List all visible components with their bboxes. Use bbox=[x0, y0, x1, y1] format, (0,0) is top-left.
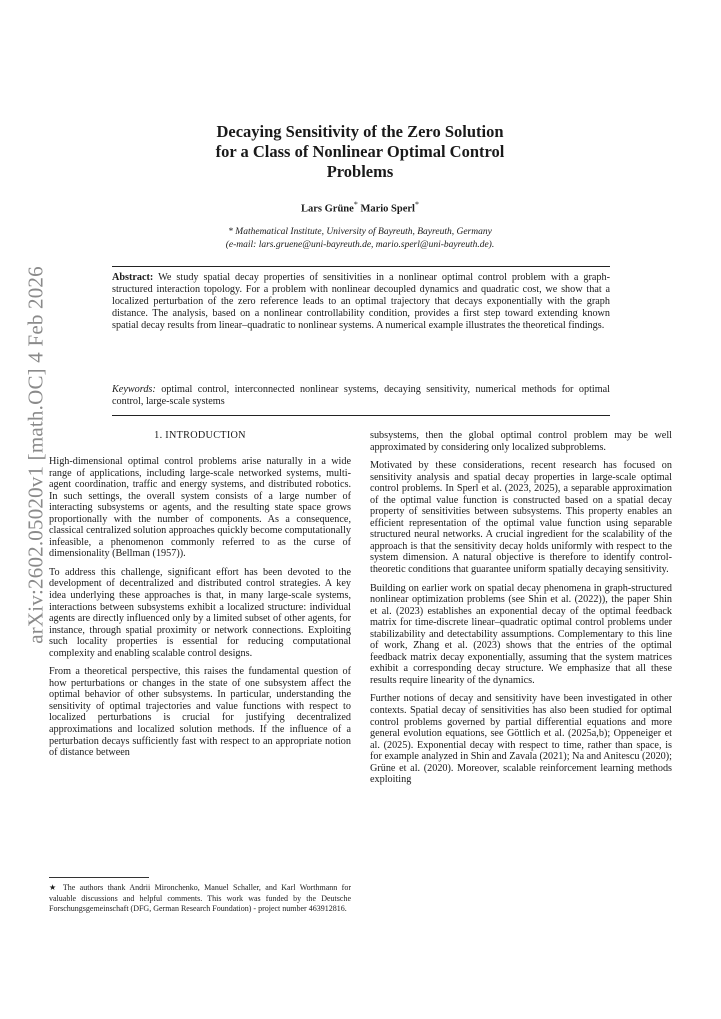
title-line: Decaying Sensitivity of the Zero Solution bbox=[216, 122, 504, 141]
author-list bbox=[150, 200, 570, 215]
paragraph: High-dimensional optimal control problems arise naturally in a wide range of applications, including large-scale networked systems, multi-agent coordination, traffic and energy systems, and distributed robotics. In such settings, the overall system consists of a large number of interacting subsystems or agents, and the resulting state space grows proportionally with the number of components. As a consequence, classical centralized solution approaches quickly become computationally infeasible, a phenomenon commonly referred to as the curse of dimensionality (Bellman (1957)). bbox=[49, 456, 351, 560]
abstract-top-rule bbox=[112, 266, 610, 267]
title-line: for a Class of Nonlinear Optimal Control bbox=[215, 142, 505, 161]
left-column bbox=[49, 456, 351, 766]
arxiv-id-text: arXiv:2602.05020v1 [math.OC] 4 Feb 2026 bbox=[23, 266, 48, 644]
affiliation-mark: * bbox=[353, 200, 358, 209]
affiliation-mark: * bbox=[414, 200, 419, 209]
footnote bbox=[49, 883, 351, 915]
footnote-text: The authors thank Andrii Mironchenko, Manuel Schaller, and Karl Worthmann for valuable discussions and helpful comments. This work was funded by the Deutsche Forschungsgemeinschaft (DFG, German Research Foundation) - project number 463912816. bbox=[49, 883, 352, 913]
abstract bbox=[112, 272, 610, 332]
paragraph: From a theoretical perspective, this raises the fundamental question of how perturbations or changes in the state of one subsystem affect the optimal behavior of other subsystems. In particular, understanding the sensitivity of optimal trajectories and value functions with respect to localized perturbations is crucial for justifying decentralized approximations and localized solution methods. If the influence of a perturbation decays sufficiently fast with respect to an appropriate notion of distance between bbox=[49, 666, 351, 759]
right-column bbox=[370, 430, 672, 793]
affiliation bbox=[130, 226, 590, 252]
author-name: Lars Grüne bbox=[301, 203, 354, 215]
section-heading: 1. INTRODUCTION bbox=[154, 430, 246, 441]
affiliation-line: * Mathematical Institute, University of Bayreuth, Bayreuth, Germany bbox=[228, 227, 492, 237]
affiliation-email: (e-mail: lars.gruene@uni-bayreuth.de, mario.sperl@uni-bayreuth.de). bbox=[225, 240, 495, 250]
keywords bbox=[112, 384, 610, 408]
paper-title bbox=[150, 122, 570, 182]
paragraph: Building on earlier work on spatial decay phenomena in graph-structured nonlinear optimization problems (see Shin et al. (2022)), the paper Shin et al. (2023) establishes an exponential decay of the optimal feedback matrix for time-discrete linear–quadratic optimal control problems under stabilizability and detectability assumptions. Complementary to this line of work, Zhang et al. (2023) shows that the entries of the optimal feedback matrix decay exponentially, assuming that the system matrices exhibit a corresponding decay structure. We emphasize that all these results require linearity of the dynamics. bbox=[370, 582, 672, 686]
paragraph: subsystems, then the global optimal control problem may be well approximated by considering only localized subproblems. bbox=[370, 430, 672, 453]
author-name: Mario Sperl bbox=[360, 203, 415, 215]
footnote-rule bbox=[49, 877, 149, 878]
footnote-mark: ★ bbox=[49, 883, 59, 892]
abstract-text: We study spatial decay properties of sensitivities in a nonlinear optimal control problem with a graph-structured interaction topology. For a problem with nonlinear decoupled dynamics and quadratic cost, we show that a localized perturbation of the zero reference leads to an optimal trajectory that decays exponentially with the graph distance. The analysis, based on a nonlinear controllability condition, provides a first step toward extending known spatial decay results from linear–quadratic to nonlinear systems. A numerical example illustrates the theoretical findings. bbox=[112, 272, 611, 332]
arxiv-identifier bbox=[23, 266, 48, 644]
paragraph: Further notions of decay and sensitivity have been investigated in other contexts. Spatial decay of sensitivities has also been studied for optimal control problems governed by partial differential equations and more general evolution equations, see Göttlich et al. (2025a,b); Oppeneiger et al. (2025). Exponential decay with respect to time, rather than space, is for example analyzed in Shin and Zavala (2021); Na and Anitescu (2020); Grüne et al. (2020). Moreover, scalable reinforcement learning methods exploiting bbox=[370, 693, 672, 786]
abstract-bottom-rule bbox=[112, 415, 610, 416]
title-line: Problems bbox=[326, 162, 394, 181]
keywords-text: optimal control, interconnected nonlinear systems, decaying sensitivity, numerical methods for optimal control, large-scale systems bbox=[112, 384, 611, 408]
keywords-label: Keywords: bbox=[112, 384, 156, 395]
paragraph: Motivated by these considerations, recent research has focused on sensitivity analysis and spatial decay properties in large-scale optimal control problems. In Sperl et al. (2023, 2025), a separable approximation of the optimal value function is constructed based on a spatial decay property of sensitivities between subsystems. This property enables an efficient representation of the optimal value function using separable structured neural networks. A crucial ingredient for the scalability of the approach is that the sensitivity decay holds uniformly with respect to the system dimension. A natural objective is therefore to identify control-theoretic conditions that guarantee uniform spatially decaying sensitivity. bbox=[370, 460, 672, 576]
abstract-label: Abstract: bbox=[112, 272, 154, 283]
paragraph: To address this challenge, significant effort has been devoted to the development of decentralized and distributed control strategies. A key idea underlying these approaches is that, in many large-scale systems, interactions between subsystems exhibit a localized structure: individual agents are directly influenced only by a limited subset of other agents, for instance, through spatial proximity or network connections. Exploiting such locality properties is essential for reducing computational complexity and enabling scalable control designs. bbox=[49, 566, 351, 659]
